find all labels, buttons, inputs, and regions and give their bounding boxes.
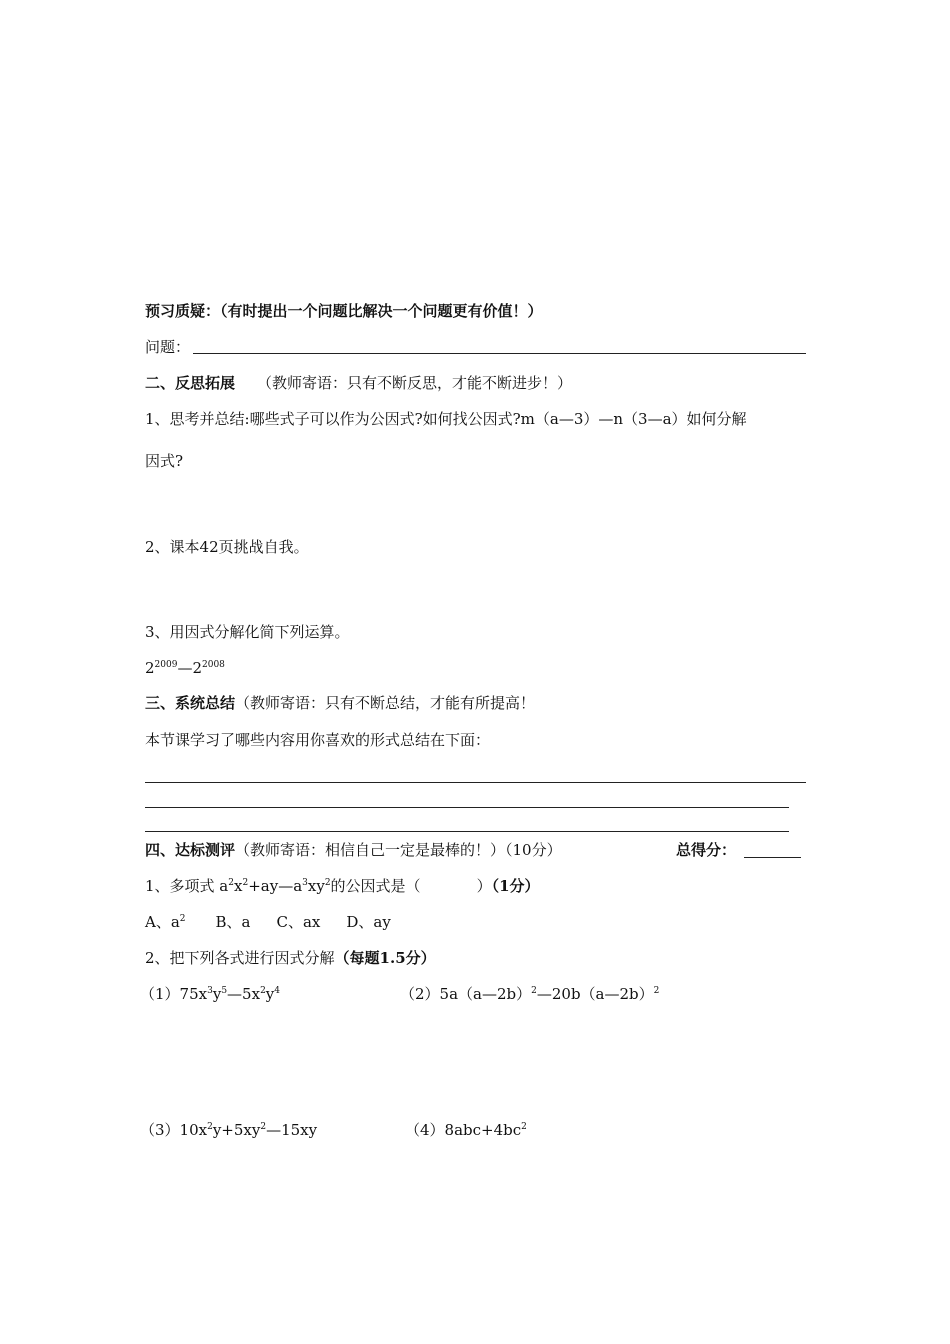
section4-heading-line <box>145 840 562 860</box>
expr-exp1: 2009 <box>154 660 178 670</box>
problem-4 <box>405 1120 527 1140</box>
s2-item3: 3、用因式分解化简下列运算。 <box>145 623 350 641</box>
score-label <box>676 840 736 860</box>
p3-a: （3）10x <box>140 1121 208 1139</box>
p3-s1: 2 <box>207 1122 213 1132</box>
p3-s2: 2 <box>260 1122 267 1132</box>
p1-c: —5x <box>227 985 261 1003</box>
section2-heading: 二、反思拓展 <box>145 374 236 392</box>
q1-t3: +ay—a <box>248 877 303 895</box>
problem-1 <box>140 984 280 1004</box>
p1-s2: 5 <box>221 986 228 996</box>
p3-b: y+5xy <box>212 1121 261 1139</box>
p4-s1: 2 <box>521 1122 527 1132</box>
section3-heading: 三、系统总结 <box>145 694 236 712</box>
score-blank-line[interactable] <box>744 857 801 858</box>
option-a[interactable]: A、a <box>145 913 180 931</box>
q2-text: 2、把下列各式进行因式分解 <box>145 949 335 967</box>
p1-s1: 3 <box>207 986 213 996</box>
section3-heading-line <box>145 693 535 713</box>
q1-sup2: 2 <box>242 878 249 888</box>
q1-prefix: 1、多项式 a <box>145 877 229 895</box>
score-label-text: 总得分： <box>676 841 737 859</box>
summary-line-3[interactable] <box>145 831 789 832</box>
q1-t5: 的公因式是（ <box>330 877 421 895</box>
option-d[interactable]: D、ay <box>346 913 391 931</box>
expr-base2: 2 <box>192 659 202 677</box>
section4-heading: 四、达标测评 <box>145 841 236 859</box>
s2-item2: 2、课本42页挑战自我。 <box>145 538 309 556</box>
s4-q2 <box>145 948 436 968</box>
expr-minus: — <box>177 659 193 677</box>
p1-d: y <box>265 985 275 1003</box>
q1-t2: x <box>234 877 243 895</box>
p1-a: （1）75x <box>140 985 208 1003</box>
preview-note: （有时提出一个问题比解决一个问题更有价值！） <box>220 302 543 320</box>
p1-s4: 4 <box>274 986 281 996</box>
p3-c: —15xy <box>266 1121 318 1139</box>
summary-line-2[interactable] <box>145 807 789 808</box>
q1-sup3: 3 <box>302 878 308 888</box>
p4-a: （4）8abc+4bc <box>405 1121 522 1139</box>
summary-line-1[interactable] <box>145 782 806 783</box>
problem-2 <box>400 984 659 1004</box>
p2-b: —20b（a—2b） <box>536 985 654 1003</box>
section2-note: （教师寄语：只有不断反思，才能不断进步！） <box>257 374 573 392</box>
section3-note: （教师寄语：只有不断总结，才能有所提高！ <box>235 694 536 712</box>
s4-q1 <box>145 876 540 896</box>
q1-sup1: 2 <box>228 878 234 888</box>
preview-heading-line <box>145 301 543 321</box>
question-answer-line[interactable] <box>193 353 806 354</box>
p2-s1: 2 <box>531 986 537 996</box>
problem-3 <box>140 1120 317 1140</box>
q1-points: （1分） <box>491 877 540 895</box>
p2-s2: 2 <box>653 986 660 996</box>
option-b[interactable]: B、a <box>215 913 251 931</box>
q1-t4: xy <box>307 877 325 895</box>
section4-note: （教师寄语：相信自己一定是最棒的！）（10分） <box>235 841 562 859</box>
section2-heading-line <box>145 373 572 393</box>
option-a-sup: 2 <box>179 914 186 924</box>
question-label: 问题： <box>145 338 191 356</box>
q1-close: ） <box>476 877 492 895</box>
p1-b: y <box>212 985 222 1003</box>
q1-sup4: 2 <box>324 878 331 888</box>
option-c[interactable]: C、ax <box>276 913 321 931</box>
s2-item1-line1: 1、思考并总结:哪些式子可以作为公因式?如何找公因式?m（a—3）—n（3—a）如何分解 <box>145 410 747 428</box>
p1-s3: 2 <box>260 986 266 996</box>
q2-points: （每题1.5分） <box>334 949 436 967</box>
s2-item1-line2: 因式? <box>145 452 184 470</box>
s2-expression <box>145 658 225 678</box>
section3-prompt: 本节课学习了哪些内容用你喜欢的形式总结在下面： <box>145 731 491 749</box>
p2-a: （2）5a（a—2b） <box>400 985 532 1003</box>
expr-exp2: 2008 <box>202 660 225 670</box>
s4-q1-options <box>145 912 391 932</box>
expr-base1: 2 <box>145 659 155 677</box>
preview-heading: 预习质疑： <box>145 302 221 320</box>
